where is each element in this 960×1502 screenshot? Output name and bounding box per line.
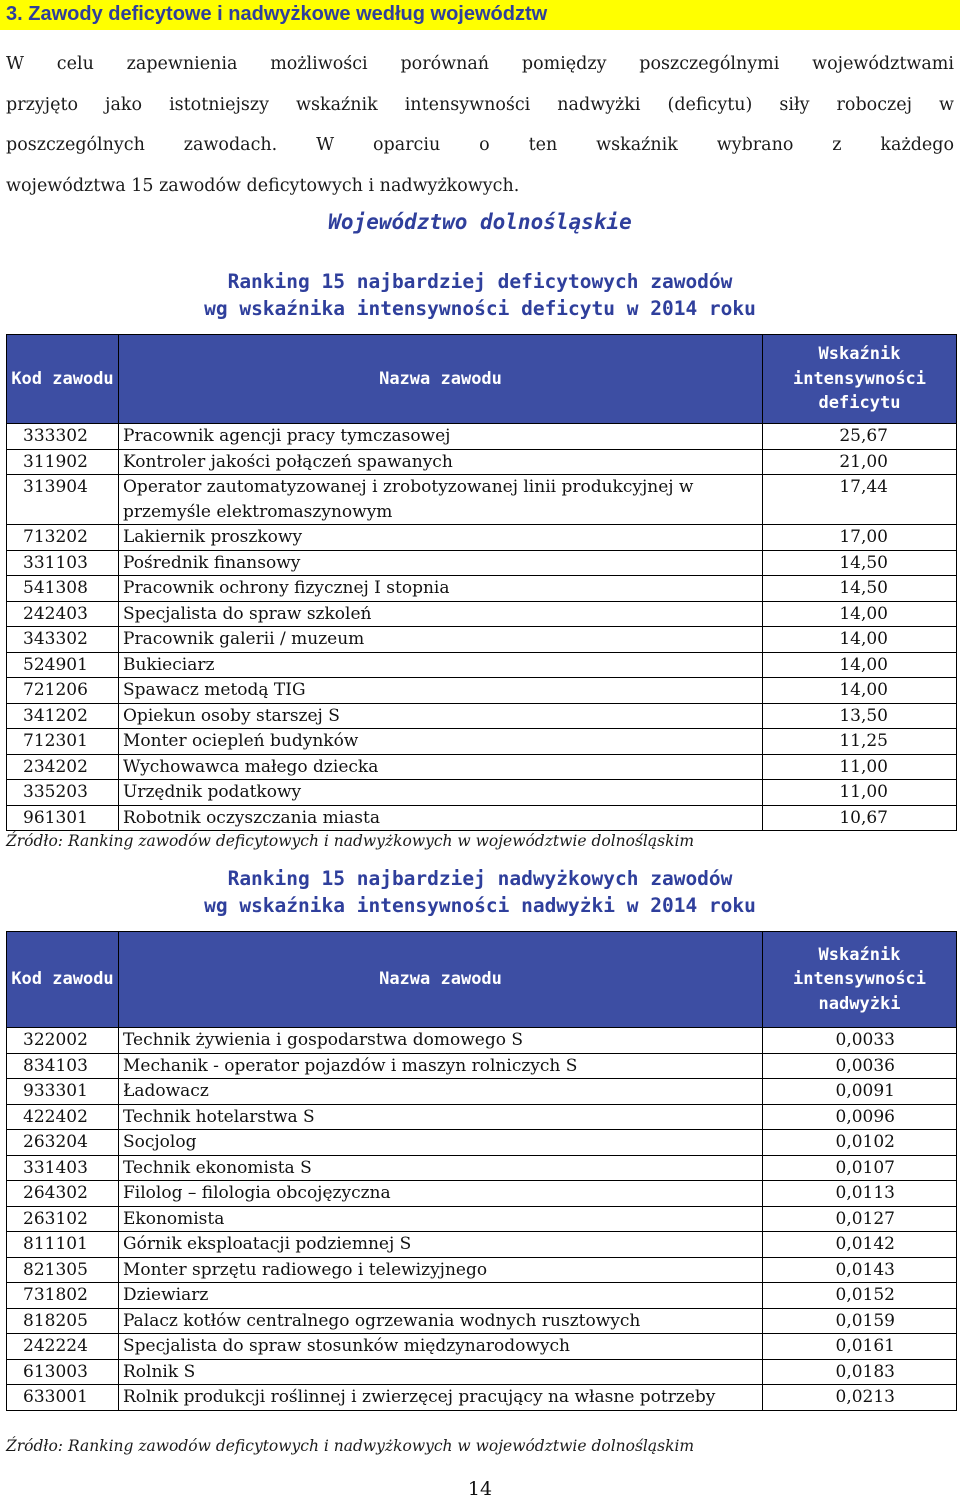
table-row	[7, 1308, 957, 1334]
occupation-code: 311902	[7, 449, 119, 475]
occupation-name: Rolnik S	[119, 1359, 763, 1385]
header-value: Wskaźnik intensywności nadwyżki	[763, 932, 957, 1028]
occupation-name: Monter sprzętu radiowego i telewizyjnego	[119, 1257, 763, 1283]
table-row	[7, 1130, 957, 1156]
occupation-name: Technik żywienia i gospodarstwa domowego S	[119, 1028, 763, 1054]
table-row	[7, 525, 957, 551]
indicator-value: 11,25	[763, 729, 957, 755]
table-row	[7, 703, 957, 729]
occupation-code: 961301	[7, 805, 119, 831]
intro-line: województwa 15 zawodów deficytowych i nadwyżkowych.	[6, 175, 520, 196]
occupation-name: Mechanik - operator pojazdów i maszyn rolniczych S	[119, 1053, 763, 1079]
table-row	[7, 1257, 957, 1283]
occupation-name: Ekonomista	[119, 1206, 763, 1232]
indicator-value: 0,0152	[763, 1283, 957, 1309]
occupation-code: 333302	[7, 424, 119, 450]
indicator-value: 0,0143	[763, 1257, 957, 1283]
indicator-value: 14,00	[763, 652, 957, 678]
indicator-value: 0,0091	[763, 1079, 957, 1105]
table-row	[7, 1359, 957, 1385]
table-row	[7, 1385, 957, 1411]
occupation-name: Palacz kotłów centralnego ogrzewania wodnych rusztowych	[119, 1308, 763, 1334]
occupation-code: 242224	[7, 1334, 119, 1360]
indicator-value: 0,0096	[763, 1104, 957, 1130]
indicator-value: 0,0161	[763, 1334, 957, 1360]
indicator-value: 17,44	[763, 475, 957, 525]
occupation-code: 541308	[7, 576, 119, 602]
occupation-code: 242403	[7, 601, 119, 627]
header-code: Kod zawodu	[7, 932, 119, 1028]
indicator-value: 0,0033	[763, 1028, 957, 1054]
indicator-value: 13,50	[763, 703, 957, 729]
occupation-name: Lakiernik proszkowy	[119, 525, 763, 551]
occupation-name: Technik ekonomista S	[119, 1155, 763, 1181]
occupation-code: 524901	[7, 652, 119, 678]
deficit-source-note: Źródło: Ranking zawodów deficytowych i nadwyżkowych w województwie dolnośląskim	[6, 832, 695, 850]
table-row	[7, 1155, 957, 1181]
occupation-name: Socjolog	[119, 1130, 763, 1156]
surplus-ranking-title	[0, 865, 960, 919]
occupation-name: Pracownik ochrony fizycznej I stopnia	[119, 576, 763, 602]
indicator-value: 14,50	[763, 576, 957, 602]
indicator-value: 25,67	[763, 424, 957, 450]
indicator-value: 0,0127	[763, 1206, 957, 1232]
occupation-code: 811101	[7, 1232, 119, 1258]
table-row	[7, 1053, 957, 1079]
occupation-name: Pracownik galerii / muzeum	[119, 627, 763, 653]
indicator-value: 11,00	[763, 780, 957, 806]
table-row	[7, 678, 957, 704]
intro-line: przyjęto jako istotniejszy wskaźnik intensywności nadwyżki (deficytu) siły roboczej w	[6, 94, 954, 115]
occupation-name: Spawacz metodą TIG	[119, 678, 763, 704]
indicator-value: 10,67	[763, 805, 957, 831]
indicator-value: 14,50	[763, 550, 957, 576]
occupation-code: 713202	[7, 525, 119, 551]
table-row	[7, 805, 957, 831]
table-row	[7, 475, 957, 525]
indicator-value: 21,00	[763, 449, 957, 475]
header-name: Nazwa zawodu	[119, 335, 763, 424]
occupation-code: 721206	[7, 678, 119, 704]
occupation-name: Filolog – filologia obcojęzyczna	[119, 1181, 763, 1207]
table-row	[7, 1028, 957, 1054]
occupation-code: 331103	[7, 550, 119, 576]
table-row	[7, 576, 957, 602]
indicator-value: 14,00	[763, 678, 957, 704]
occupation-name: Pracownik agencji pracy tymczasowej	[119, 424, 763, 450]
table-row	[7, 1104, 957, 1130]
occupation-name: Specjalista do spraw stosunków międzynarodowych	[119, 1334, 763, 1360]
region-title: Województwo dolnośląskie	[328, 210, 632, 234]
deficit-ranking-title	[0, 268, 960, 322]
indicator-value: 0,0102	[763, 1130, 957, 1156]
intro-paragraph	[6, 44, 954, 206]
occupation-code: 834103	[7, 1053, 119, 1079]
header-value: Wskaźnik intensywności deficytu	[763, 335, 957, 424]
surplus-source-note: Źródło: Ranking zawodów deficytowych i nadwyżkowych w województwie dolnośląskim	[6, 1437, 695, 1455]
occupation-code: 731802	[7, 1283, 119, 1309]
occupation-code: 341202	[7, 703, 119, 729]
occupation-code: 633001	[7, 1385, 119, 1411]
deficit-title-line-1: Ranking 15 najbardziej deficytowych zawodów	[227, 270, 733, 293]
table-row	[7, 754, 957, 780]
occupation-name: Monter ociepleń budynków	[119, 729, 763, 755]
indicator-value: 14,00	[763, 627, 957, 653]
occupation-name: Robotnik oczyszczania miasta	[119, 805, 763, 831]
table-row	[7, 1334, 957, 1360]
occupation-code: 422402	[7, 1104, 119, 1130]
intro-line: poszczególnych zawodach. W oparciu o ten wskaźnik wybrano z każdego	[6, 135, 954, 155]
occupation-name: Operator zautomatyzowanej i zrobotyzowanej linii produkcyjnej w przemyśle elektromaszynowym	[119, 475, 763, 525]
table-row	[7, 550, 957, 576]
indicator-value: 0,0159	[763, 1308, 957, 1334]
table-row	[7, 1181, 957, 1207]
occupation-code: 263204	[7, 1130, 119, 1156]
occupation-name: Dziewiarz	[119, 1283, 763, 1309]
table-row	[7, 627, 957, 653]
indicator-value: 14,00	[763, 601, 957, 627]
table-row	[7, 729, 957, 755]
surplus-table	[6, 931, 957, 1411]
occupation-code: 343302	[7, 627, 119, 653]
header-name: Nazwa zawodu	[119, 932, 763, 1028]
indicator-value: 0,0213	[763, 1385, 957, 1411]
table-row	[7, 1283, 957, 1309]
occupation-code: 264302	[7, 1181, 119, 1207]
occupation-name: Wychowawca małego dziecka	[119, 754, 763, 780]
table-row	[7, 1232, 957, 1258]
table-row	[7, 780, 957, 806]
deficit-table	[6, 334, 957, 831]
occupation-code: 712301	[7, 729, 119, 755]
occupation-name: Opiekun osoby starszej S	[119, 703, 763, 729]
occupation-code: 322002	[7, 1028, 119, 1054]
table-row	[7, 449, 957, 475]
table-row	[7, 1206, 957, 1232]
table-row	[7, 424, 957, 450]
occupation-name: Pośrednik finansowy	[119, 550, 763, 576]
table-row	[7, 1079, 957, 1105]
indicator-value: 17,00	[763, 525, 957, 551]
occupation-name: Urzędnik podatkowy	[119, 780, 763, 806]
indicator-value: 0,0107	[763, 1155, 957, 1181]
indicator-value: 0,0183	[763, 1359, 957, 1385]
occupation-code: 234202	[7, 754, 119, 780]
surplus-title-line-1: Ranking 15 najbardziej nadwyżkowych zawodów	[227, 867, 733, 890]
intro-line: W celu zapewnienia możliwości porównań pomiędzy poszczególnymi województwami	[6, 54, 954, 74]
indicator-value: 0,0036	[763, 1053, 957, 1079]
table-row	[7, 652, 957, 678]
page-number: 14	[467, 1478, 493, 1500]
indicator-value: 0,0113	[763, 1181, 957, 1207]
occupation-code: 821305	[7, 1257, 119, 1283]
occupation-code: 818205	[7, 1308, 119, 1334]
occupation-name: Rolnik produkcji roślinnej i zwierzęcej pracujący na własne potrzeby	[119, 1385, 763, 1411]
occupation-name: Ładowacz	[119, 1079, 763, 1105]
occupation-name: Specjalista do spraw szkoleń	[119, 601, 763, 627]
occupation-name: Kontroler jakości połączeń spawanych	[119, 449, 763, 475]
occupation-name: Górnik eksploatacji podziemnej S	[119, 1232, 763, 1258]
table-row	[7, 601, 957, 627]
occupation-code: 331403	[7, 1155, 119, 1181]
indicator-value: 0,0142	[763, 1232, 957, 1258]
occupation-code: 613003	[7, 1359, 119, 1385]
occupation-code: 335203	[7, 780, 119, 806]
deficit-title-line-2: wg wskaźnika intensywności deficytu w 2014 roku	[204, 297, 756, 320]
surplus-title-line-2: wg wskaźnika intensywności nadwyżki w 2014 roku	[204, 894, 756, 917]
occupation-name: Bukieciarz	[119, 652, 763, 678]
section-heading: 3. Zawody deficytowe i nadwyżkowe według województw	[0, 0, 960, 30]
indicator-value: 11,00	[763, 754, 957, 780]
occupation-code: 933301	[7, 1079, 119, 1105]
occupation-code: 263102	[7, 1206, 119, 1232]
occupation-name: Technik hotelarstwa S	[119, 1104, 763, 1130]
occupation-code: 313904	[7, 475, 119, 525]
header-code: Kod zawodu	[7, 335, 119, 424]
